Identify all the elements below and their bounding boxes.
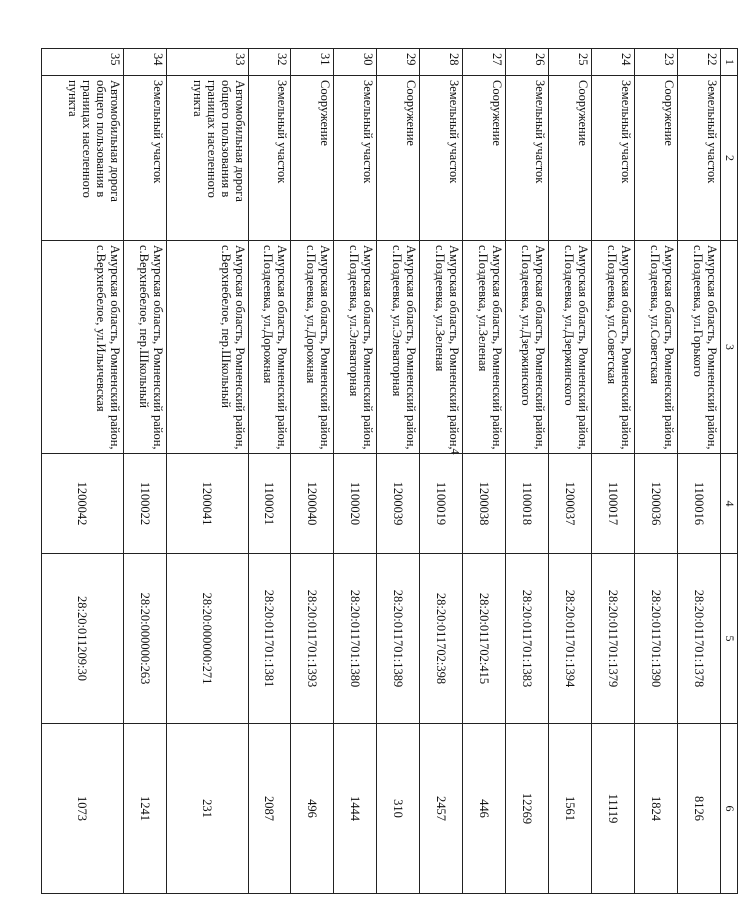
row-number: 33	[166, 49, 248, 76]
object-value: 1561	[549, 724, 592, 894]
address-line-2: с.Поздеевка, ул.Советская	[605, 245, 620, 385]
object-type: Сооружение	[549, 76, 592, 241]
row-number: 26	[506, 49, 549, 76]
address-line-2: с.Верхнебелое, пер.Школьный	[136, 245, 151, 408]
row-number: 28	[420, 49, 463, 76]
address-line-2: с.Поздеевка, ул.Дорожная	[304, 245, 319, 384]
address-cell	[463, 241, 506, 454]
table-row	[635, 49, 678, 894]
object-type: Земельный участок	[506, 76, 549, 241]
table-row	[42, 49, 124, 894]
object-value: 496	[291, 724, 334, 894]
row-number: 27	[463, 49, 506, 76]
property-table	[41, 48, 738, 894]
object-code: 1100019	[420, 454, 463, 554]
row-number: 29	[377, 49, 420, 76]
address-cell	[166, 241, 248, 454]
address-line-2: с.Поздеевка, ул.Дорожная	[261, 245, 276, 384]
object-code: 1200037	[549, 454, 592, 554]
address-line-2: с.Поздеевка, ул.Элеваторная	[390, 245, 405, 397]
address-line-2: с.Верхнебелое, пер.Школьный	[218, 245, 233, 408]
object-type: Сооружение	[635, 76, 678, 241]
row-number: 31	[291, 49, 334, 76]
row-number: 23	[635, 49, 678, 76]
header-cell: 2	[721, 76, 738, 241]
address-cell	[377, 241, 420, 454]
address-cell	[42, 241, 124, 454]
address-line-1: Амурская область, Ромненский район,	[447, 245, 462, 450]
cadastral-number: 28:20:011701:1379	[592, 554, 635, 724]
cadastral-number: 28:20:011701:1378	[678, 554, 721, 724]
table-header-row	[721, 49, 738, 894]
object-code: 1100022	[123, 454, 166, 554]
rotated-table-wrapper	[41, 48, 738, 893]
object-code: 1200036	[635, 454, 678, 554]
object-type: Сооружение	[463, 76, 506, 241]
address-cell	[248, 241, 291, 454]
cadastral-number: 28:20:011701:1390	[635, 554, 678, 724]
address-line-2: с.Поздеевка, ул.Зеленая	[476, 245, 491, 372]
address-cell	[291, 241, 334, 454]
table-row	[549, 49, 592, 894]
cadastral-number: 28:20:011701:1393	[291, 554, 334, 724]
object-code: 1100020	[334, 454, 377, 554]
address-line-2: с.Поздеевка, ул.Советская	[648, 245, 663, 385]
cadastral-number: 28:20:011701:1380	[334, 554, 377, 724]
cadastral-number: 28:20:000000:263	[123, 554, 166, 724]
address-line-2: с.Верхнебелое, ул.Ильичевская	[93, 245, 108, 412]
object-value: 1073	[42, 724, 124, 894]
address-line-1: Амурская область, Ромненский район,	[361, 245, 376, 450]
object-type: Автомобильная дорога общего пользования в границах населенного пункта	[42, 76, 124, 241]
object-value: 2457	[420, 724, 463, 894]
address-line-1: Амурская область, Ромненский район,	[576, 245, 591, 450]
object-code: 1200039	[377, 454, 420, 554]
cadastral-number: 28:20:011701:1394	[549, 554, 592, 724]
object-type: Автомобильная дорога общего пользования в границах населенного пункта	[166, 76, 248, 241]
address-cell	[678, 241, 721, 454]
header-cell: 4	[721, 454, 738, 554]
row-number: 25	[549, 49, 592, 76]
object-value: 231	[166, 724, 248, 894]
table-row	[506, 49, 549, 894]
row-number: 22	[678, 49, 721, 76]
object-value: 1241	[123, 724, 166, 894]
object-value: 11119	[592, 724, 635, 894]
object-type: Земельный участок	[248, 76, 291, 241]
address-cell	[635, 241, 678, 454]
address-line-2: с.Поздеевка, ул.Зеленая	[433, 245, 448, 372]
address-line-2: с.Поздеевка, ул.Дзержинского	[562, 245, 577, 406]
header-cell: 1	[721, 49, 738, 76]
header-cell: 3	[721, 241, 738, 454]
address-cell	[123, 241, 166, 454]
table-row	[592, 49, 635, 894]
object-type: Сооружение	[291, 76, 334, 241]
row-number: 24	[592, 49, 635, 76]
cadastral-number: 28:20:011702:398	[420, 554, 463, 724]
object-value: 2087	[248, 724, 291, 894]
address-line-1: Амурская область, Ромненский район,	[533, 245, 548, 450]
address-line-1: Амурская область, Ромненский район,	[619, 245, 634, 450]
address-line-1: Амурская область, Ромненский район,	[107, 245, 122, 450]
object-code: 1100018	[506, 454, 549, 554]
object-code: 1200038	[463, 454, 506, 554]
address-line-1: Амурская область, Ромненский район,	[318, 245, 333, 450]
cadastral-number: 28:20:011702:415	[463, 554, 506, 724]
cadastral-number: 28:20:011701:1383	[506, 554, 549, 724]
row-number: 30	[334, 49, 377, 76]
row-number: 35	[42, 49, 124, 76]
object-value: 310	[377, 724, 420, 894]
address-cell	[592, 241, 635, 454]
table-row	[420, 49, 463, 894]
header-cell: 6	[721, 724, 738, 894]
table-row	[377, 49, 420, 894]
table-row	[166, 49, 248, 894]
object-value: 1444	[334, 724, 377, 894]
object-code: 1200042	[42, 454, 124, 554]
object-value: 12269	[506, 724, 549, 894]
object-value: 8126	[678, 724, 721, 894]
row-number: 32	[248, 49, 291, 76]
object-code: 1200041	[166, 454, 248, 554]
table-row	[463, 49, 506, 894]
table-row	[248, 49, 291, 894]
table-row	[291, 49, 334, 894]
object-type: Земельный участок	[420, 76, 463, 241]
object-code: 1200040	[291, 454, 334, 554]
address-line-1: Амурская область, Ромненский район,	[404, 245, 419, 450]
object-type: Земельный участок	[592, 76, 635, 241]
address-cell	[420, 241, 463, 454]
table-row	[123, 49, 166, 894]
address-line-1: Амурская область, Ромненский район,	[662, 245, 677, 450]
address-line-2: с.Поздеевка, ул.Элеваторная	[347, 245, 362, 397]
object-code: 1100016	[678, 454, 721, 554]
cadastral-number: 28:20:011701:1389	[377, 554, 420, 724]
object-code: 1100021	[248, 454, 291, 554]
row-number: 34	[123, 49, 166, 76]
address-line-1: Амурская область, Ромненский район,	[232, 245, 247, 450]
address-line-2: с.Поздеевка, ул.Горького	[691, 245, 705, 377]
address-line-1: Амурская область, Ромненский район,	[275, 245, 290, 450]
address-cell	[549, 241, 592, 454]
address-cell	[506, 241, 549, 454]
cadastral-number: 28:20:000000:271	[166, 554, 248, 724]
object-value: 1824	[635, 724, 678, 894]
object-type: Сооружение	[377, 76, 420, 241]
cadastral-number: 28:20:011209:30	[42, 554, 124, 724]
address-cell	[334, 241, 377, 454]
object-type: Земельный участок	[678, 76, 721, 241]
table-row	[678, 49, 721, 894]
object-code: 1100017	[592, 454, 635, 554]
header-cell: 5	[721, 554, 738, 724]
address-line-2: с.Поздеевка, ул.Дзержинского	[519, 245, 534, 406]
object-value: 446	[463, 724, 506, 894]
object-type: Земельный участок	[123, 76, 166, 241]
address-line-1: Амурская область, Ромненский район,	[150, 245, 165, 450]
address-line-1: Амурская область, Ромненский район,	[490, 245, 505, 450]
address-line-1: Амурская область, Ромненский район,	[705, 245, 719, 450]
object-type: Земельный участок	[334, 76, 377, 241]
page-number: 4	[448, 448, 463, 455]
cadastral-number: 28:20:011701:1381	[248, 554, 291, 724]
table-row	[334, 49, 377, 894]
